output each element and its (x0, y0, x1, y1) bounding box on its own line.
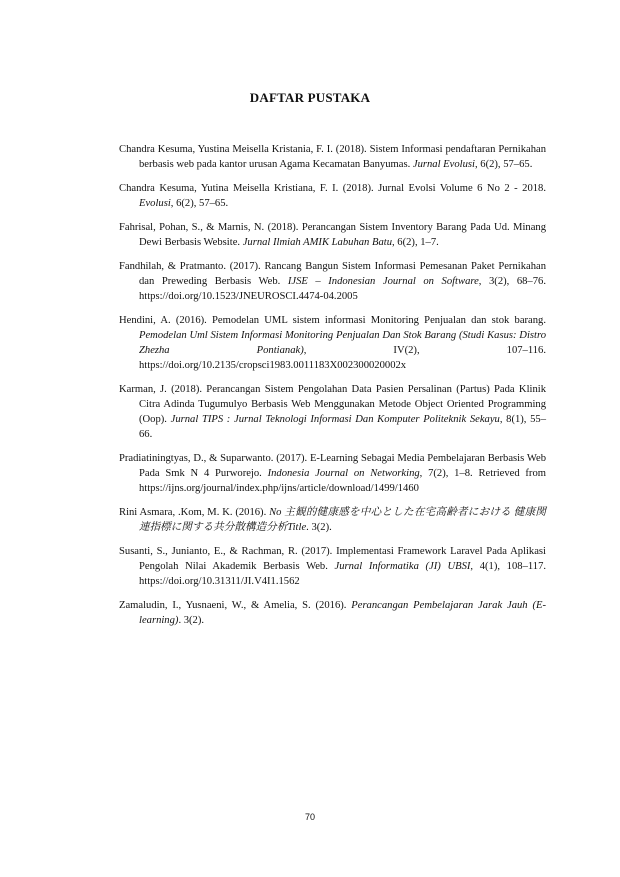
reference-source: Evolusi (139, 198, 171, 209)
reference-source: No 主観的健康感を中心とした在宅高齢者における 健康関連指標に関する共分散構造分析Title (139, 507, 546, 533)
reference-item (119, 382, 546, 442)
reference-item (119, 220, 546, 250)
reference-details: , IV(2), 107–116. https://doi.org/10.2135/cropsci1983.0011183X002300020002x (139, 345, 546, 371)
reference-details: , 6(2), 57–65. (474, 159, 533, 170)
reference-item (119, 598, 546, 628)
reference-item (119, 142, 546, 172)
reference-text: Karman, J. (2018). Perancangan Sistem Pengolahan Data Pasien Persalinan (Partus) Pada Klinik Citra Adinda Tugumulyo Berbasis Web Menggunakan Metode Object Oriented Programming (Oop). (119, 384, 546, 425)
page-number: 70 (304, 812, 315, 822)
reference-text: Chandra Kesuma, Yutina Meisella Kristiana, F. I. (2018). Jurnal Evolsi Volume 6 No 2 - 2018. (119, 183, 546, 194)
reference-item (119, 505, 546, 535)
reference-text: Pradiatiningtyas, D., & Suparwanto. (2017). E-Learning Sebagai Media Pembelajaran Berbasis Web Pada Smk N 4 Purworejo. (119, 453, 546, 479)
reference-details: , 4(1), 108–117. https://doi.org/10.31311/JI.V4I1.1562 (139, 561, 547, 587)
reference-text: Zamaludin, I., Yusnaeni, W., & Amelia, S. (2016). (119, 600, 352, 611)
reference-item (119, 181, 546, 211)
reference-item (119, 544, 546, 589)
reference-item (119, 451, 546, 496)
reference-item (119, 313, 546, 373)
reference-list (119, 142, 546, 637)
reference-source: Pemodelan Uml Sistem Informasi Monitoring Penjualan Dan Stok Barang (Studi Kasus: Distro Zhezha Pontianak) (139, 330, 546, 356)
reference-source: Jurnal TIPS : Jurnal Teknologi Informasi Dan Komputer Politeknik Sekayu (170, 414, 500, 425)
reference-text: Rini Asmara, .Kom, M. K. (2016). (119, 507, 270, 518)
reference-source: Perancangan Pembelajaran Jarak Jauh (E-learning) (139, 600, 546, 626)
reference-text: Susanti, S., Junianto, E., & Rachman, R. (2017). Implementasi Framework Laravel Pada Aplikasi Pengolah Nilai Akademik Berbasis Web. (119, 546, 546, 572)
reference-details: , 6(2), 1–7. (392, 237, 439, 248)
reference-text: Chandra Kesuma, Yustina Meisella Kristania, F. I. (2018). Sistem Informasi pendaftaran Pernikahan berbasis web pada kantor urusan Agama Kecamatan Banyumas. (119, 144, 546, 170)
reference-source: Jurnal Ilmiah AMIK Labuhan Batu (242, 237, 392, 248)
reference-text: Fandhilah, & Pratmanto. (2017). Rancang Bangun Sistem Informasi Pemesanan Paket Pernikahan dan Preweding Berbasis Web. (119, 261, 546, 287)
reference-details: , 8(1), 55–66. (139, 414, 546, 440)
reference-source: Jurnal Informatika (JI) UBSI (334, 561, 471, 572)
reference-details: . 3(2). (306, 522, 332, 533)
reference-text: Fahrisal, Pohan, S., & Marnis, N. (2018). Perancangan Sistem Inventory Barang Pada Ud. Minang Dewi Berbasis Website. (119, 222, 546, 248)
reference-source: Indonesia Journal on Networking (267, 468, 420, 479)
reference-text: Hendini, A. (2016). Pemodelan UML sistem informasi Monitoring Penjualan dan stok barang. (119, 315, 546, 326)
reference-details: , 7(2), 1–8. Retrieved from https://ijns.org/journal/index.php/ijns/article/download/1499/1460 (139, 468, 546, 494)
reference-item (119, 259, 546, 304)
reference-details: . 3(2). (178, 615, 205, 626)
reference-source: IJSE – Indonesian Journal on Software (287, 276, 479, 287)
reference-details: , 6(2), 57–65. (170, 198, 229, 209)
reference-source: Jurnal Evolusi (412, 159, 475, 170)
page-title: DAFTAR PUSTAKA (249, 90, 371, 105)
reference-details: , 3(2), 68–76. https://doi.org/10.1523/JNEUROSCI.4474-04.2005 (139, 276, 546, 302)
